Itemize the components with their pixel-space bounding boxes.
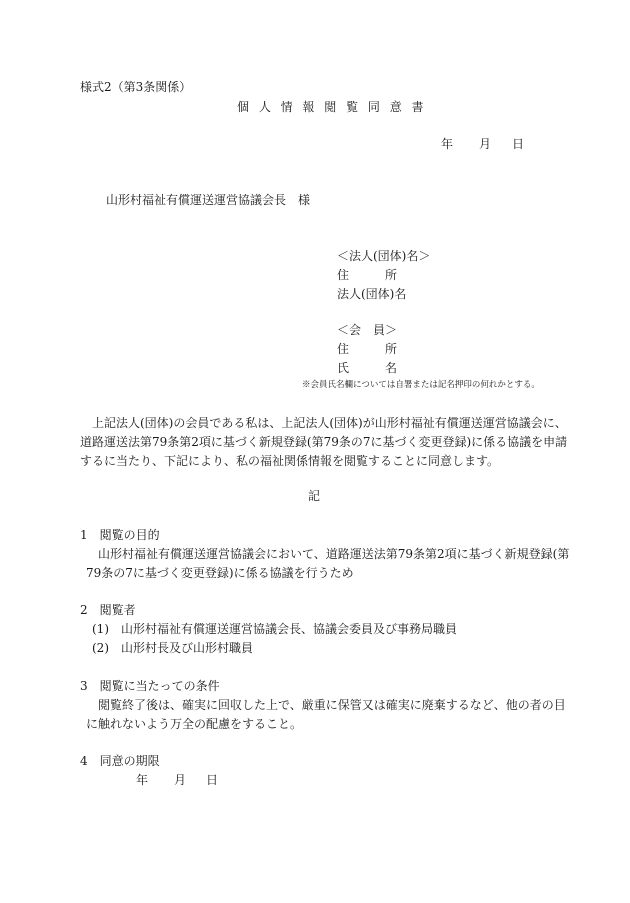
member-address-label: 住 所 bbox=[337, 342, 398, 356]
date-year-label: 年 bbox=[441, 137, 454, 151]
section-2-item-1: (1) 山形村福祉有償運送運営協議会長、協議会委員及び事務局職員 bbox=[92, 622, 458, 636]
ki-heading: 記 bbox=[308, 489, 321, 503]
corporation-address-label: 住 所 bbox=[337, 268, 398, 282]
corporation-heading: ＜法人(団体)名＞ bbox=[337, 249, 431, 263]
section-2-heading: 2 閲覧者 bbox=[80, 603, 136, 617]
section-3-heading: 3 閲覧に当たっての条件 bbox=[80, 679, 220, 693]
section-4-month-label: 月 bbox=[174, 773, 187, 787]
date-day-label: 日 bbox=[512, 137, 525, 151]
section-3-line-1: 閲覧終了後は、確実に回収した上で、厳重に保管又は確実に廃棄するなど、他の者の目 bbox=[98, 698, 566, 712]
section-4-heading: 4 同意の期限 bbox=[80, 754, 160, 768]
form-number: 様式2（第3条関係） bbox=[80, 80, 192, 94]
date-month-label: 月 bbox=[479, 137, 492, 151]
section-1-line-1: 山形村福祉有償運送運営協議会において、道路運送法第79条第2項に基づく新規登録(第 bbox=[98, 547, 570, 561]
consent-line-2: 道路運送法第79条第2項に基づく新規登録(第79条の7に基づく変更登録)に係る協議を申請 bbox=[80, 435, 568, 449]
addressee: 山形村福祉有償運送運営協議会長 様 bbox=[106, 193, 311, 207]
member-name-label: 氏 名 bbox=[337, 361, 398, 375]
corporation-name-label: 法人(団体)名 bbox=[337, 287, 407, 301]
section-1-line-2: 79条の7に基づく変更登録)に係る協議を行うため bbox=[86, 566, 354, 580]
section-3-line-2: に触れないよう万全の配慮をすること。 bbox=[86, 717, 303, 731]
member-heading: ＜会 員＞ bbox=[337, 323, 398, 337]
consent-line-1: 上記法人(団体)の会員である私は、上記法人(団体)が山形村福祉有償運送運営協議会に、 bbox=[92, 416, 567, 430]
consent-line-3: するに当たり、下記により、私の福祉関係情報を閲覧することに同意します。 bbox=[80, 454, 500, 468]
section-4-day-label: 日 bbox=[206, 773, 219, 787]
signature-note: ※会員氏名欄については自署または記名押印の何れかとする。 bbox=[302, 380, 540, 390]
document-title: 個 人 情 報 閲 覧 同 意 書 bbox=[237, 100, 427, 114]
section-4-year-label: 年 bbox=[136, 773, 149, 787]
section-2-item-2: (2) 山形村長及び山形村職員 bbox=[92, 641, 253, 655]
section-1-heading: 1 閲覧の目的 bbox=[80, 528, 160, 542]
